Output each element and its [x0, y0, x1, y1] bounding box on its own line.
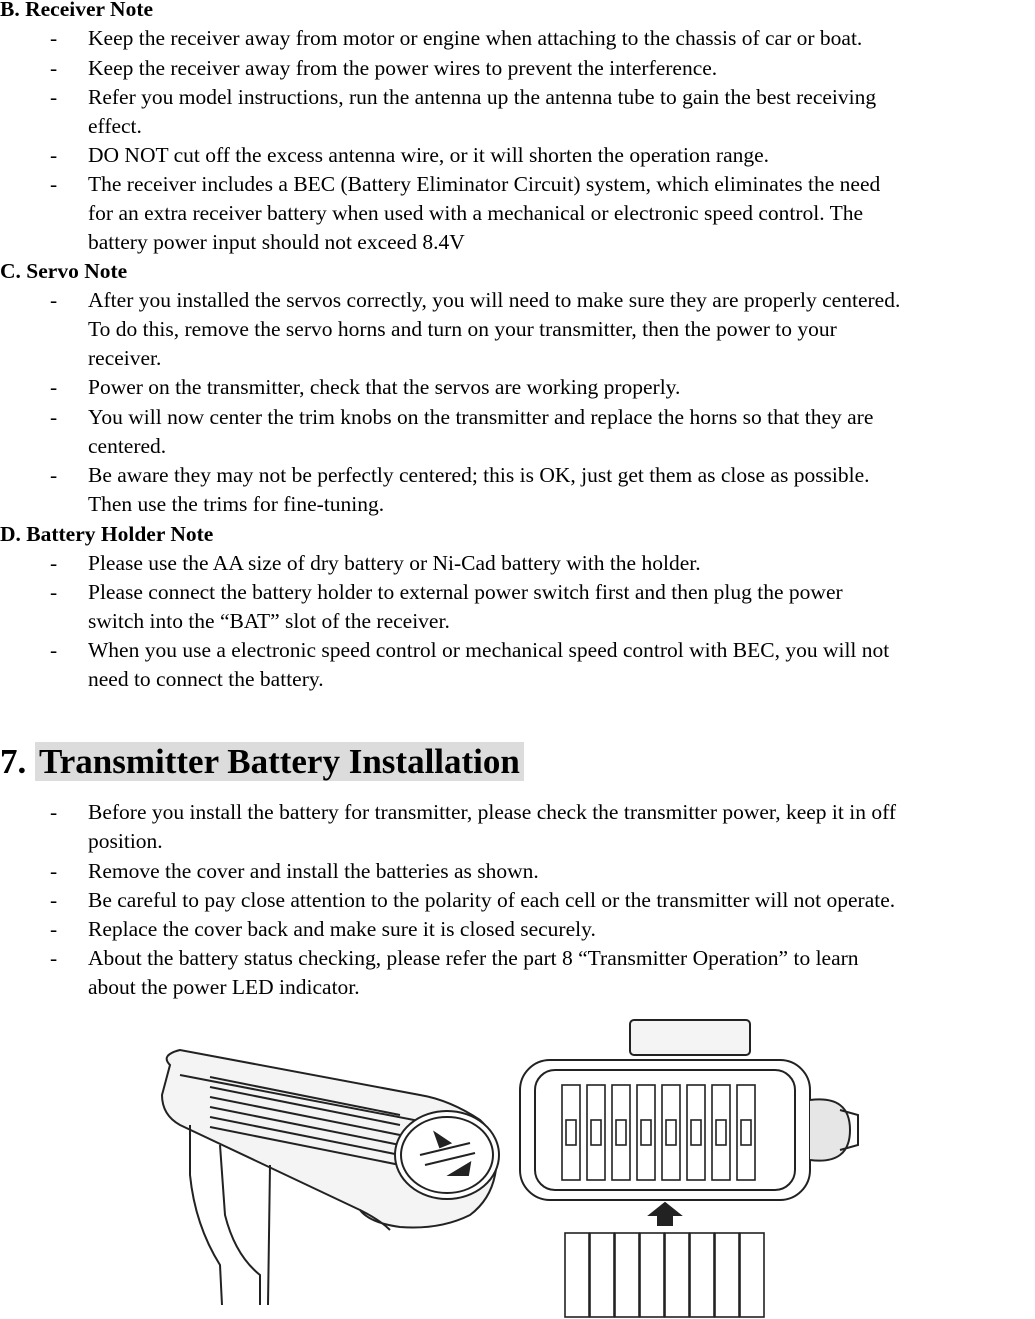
- list-item-text: Please connect the battery holder to external power switch first and then plug the power switch into the “BAT” slot of the receiver.: [88, 580, 843, 633]
- battery-holder-note-heading: D. Battery Holder Note: [0, 522, 214, 546]
- list-item-text: Refer you model instructions, run the antenna up the antenna tube to gain the best receiving effect.: [88, 85, 877, 138]
- section-7-title: [0, 739, 524, 785]
- list-item-text: When you use a electronic speed control or mechanical speed control with BEC, you will not need to connect the battery.: [88, 638, 890, 691]
- list-item-text: Be aware they may not be perfectly centered; this is OK, just get them as close as possible. Then use the trims for fine-tuning.: [88, 463, 870, 516]
- bullet-dash: -: [50, 580, 58, 604]
- bullet-dash: -: [50, 463, 58, 487]
- battery-installation-figure: [150, 1015, 870, 1319]
- list-item-text: About the battery status checking, please refer the part 8 “Transmitter Operation” to learn about the power LED indicator.: [88, 946, 859, 999]
- bullet-dash: -: [50, 56, 58, 80]
- list-item-text: Keep the receiver away from the power wires to prevent the interference.: [88, 56, 718, 80]
- bullet-dash: -: [50, 405, 58, 429]
- bullet-dash: -: [50, 85, 58, 109]
- list-item-text: You will now center the trim knobs on the transmitter and replace the horns so that they are centered.: [88, 405, 874, 458]
- list-item-text: Remove the cover and install the batteries as shown.: [88, 859, 539, 883]
- bullet-dash: -: [50, 888, 58, 912]
- bullet-dash: -: [50, 638, 58, 662]
- receiver-note-heading: B. Receiver Note: [0, 0, 154, 21]
- bullet-dash: -: [50, 375, 58, 399]
- section-title-highlight: Transmitter Battery Installation: [35, 742, 524, 781]
- list-item-text: Please use the AA size of dry battery or Ni-Cad battery with the holder.: [88, 551, 701, 575]
- bullet-dash: -: [50, 288, 58, 312]
- section-number: 7.: [0, 742, 27, 781]
- bullet-dash: -: [50, 859, 58, 883]
- bullet-dash: -: [50, 551, 58, 575]
- bullet-dash: -: [50, 143, 58, 167]
- servo-note-heading: C. Servo Note: [0, 259, 128, 283]
- list-item-text: Before you install the battery for transmitter, please check the transmitter power, keep it in off position.: [88, 800, 897, 853]
- list-item-text: After you installed the servos correctly, you will need to make sure they are properly centered. To do this, remove the servo horns and turn on your transmitter, then the power to your receiver.: [88, 288, 901, 370]
- list-item-text: Keep the receiver away from motor or engine when attaching to the chassis of car or boat.: [88, 26, 863, 50]
- bullet-dash: -: [50, 800, 58, 824]
- bullet-dash: -: [50, 946, 58, 970]
- bullet-dash: -: [50, 917, 58, 941]
- list-item-text: Power on the transmitter, check that the servos are working properly.: [88, 375, 681, 399]
- list-item-text: Replace the cover back and make sure it is closed securely.: [88, 917, 596, 941]
- list-item-text: DO NOT cut off the excess antenna wire, or it will shorten the operation range.: [88, 143, 770, 167]
- bullet-dash: -: [50, 172, 58, 196]
- battery-compartment-icon: [520, 1020, 858, 1317]
- transmitter-side-icon: [162, 1050, 499, 1305]
- bullet-dash: -: [50, 26, 58, 50]
- list-item-text: Be careful to pay close attention to the polarity of each cell or the transmitter will not operate.: [88, 888, 896, 912]
- list-item-text: The receiver includes a BEC (Battery Eliminator Circuit) system, which eliminates the need for an extra receiver battery when used with a mechanical or electronic speed control. The battery power input should not exceed 8.4V: [88, 172, 881, 254]
